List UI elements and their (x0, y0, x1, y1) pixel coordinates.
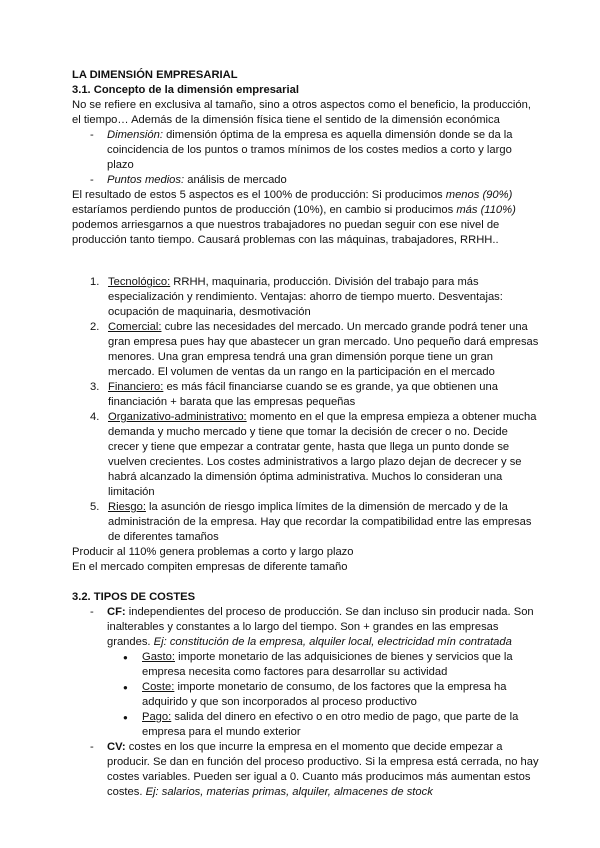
paragraph-text: El resultado de estos 5 aspectos es el 100% de producción: Si producimos (72, 189, 446, 201)
item-number: 2. (90, 321, 100, 333)
dash-term: Puntos medios: (107, 174, 185, 186)
paragraph-italic: más (110%) (456, 204, 516, 216)
dash-term: Dimensión: (107, 129, 163, 141)
item-text: es más fácil financiarse cuando se es grande, ya que obtienen una financiación + barata que las empresas pequeñas (108, 381, 498, 408)
item-text: cubre las necesidades del mercado. Un mercado grande podrá tener una gran empresa pues hay que abastecer un gran mercado. Uno pequeño dará empresas menores. Una gran empresa tendrá una gran dimensión porque tiene un gran mercado. El volumen de ventas da un rango en la participación en el mercado (108, 321, 539, 378)
item-number: 4. (90, 411, 100, 423)
section-heading-3-2: 3.2. TIPOS DE COSTES (72, 591, 196, 603)
bullet-item-coste (107, 680, 540, 710)
item-text: RRHH, maquinaria, producción. División del trabajo para más especialización y rendimiento. Ventajas: ahorro de tiempo muerto. Desventajas: ocupación de maquinaria, desmotivación (108, 276, 503, 318)
numbered-item-organizativo (72, 410, 540, 500)
numbered-item-comercial (72, 320, 540, 380)
note-line-1: Producir al 110% genera problemas a corto y largo plazo (72, 546, 354, 558)
aspects-numbered-list (72, 275, 540, 545)
numbered-item-tecnologico (72, 275, 540, 320)
item-term: Financiero: (108, 381, 164, 393)
cost-types-list (72, 605, 540, 800)
dash-item-cf (72, 605, 540, 740)
bullet-item-pago (107, 710, 540, 740)
cost-example: Ej: constitución de la empresa, alquiler local, electricidad mín contratada (153, 636, 512, 648)
bullet-text: importe monetario de consumo, de los factores que la empresa ha adquirido y que son incorporados al proceso productivo (142, 681, 507, 708)
dash-item-dimension (72, 128, 540, 173)
bullet-term: Coste: (142, 681, 175, 693)
document-title: LA DIMENSIÓN EMPRESARIAL (72, 69, 238, 81)
bullet-text: salida del dinero en efectivo o en otro medio de pago, que parte de la empresa para el mundo exterior (142, 711, 519, 738)
bullet-term: Gasto: (142, 651, 175, 663)
cost-example: Ej: salarios, materias primas, alquiler, almacenes de stock (145, 786, 433, 798)
bullet-text: importe monetario de las adquisiciones de bienes y servicios que la empresa necesita como factores para desarrollar su actividad (142, 651, 513, 678)
dash-item-cv (72, 740, 540, 800)
item-term: Riesgo: (108, 501, 146, 513)
cost-text: independientes del proceso de producción. Se dan incluso sin producir nada. Son inalterables y constantes a lo largo del tiempo. Son + grandes en las empresas grandes. (107, 606, 534, 648)
item-number: 1. (90, 276, 100, 288)
dash-item-puntos-medios (72, 173, 540, 188)
bullet-term: Pago: (142, 711, 172, 723)
item-term: Organizativo-administrativo: (108, 411, 247, 423)
cf-bullet-list (107, 650, 540, 740)
item-term: Comercial: (108, 321, 162, 333)
numbered-item-riesgo (72, 500, 540, 545)
cost-term: CV: (107, 741, 126, 753)
numbered-item-financiero (72, 380, 540, 410)
dash-text: análisis de mercado (184, 174, 287, 186)
note-line-2: En el mercado compiten empresas de diferente tamaño (72, 561, 348, 573)
paragraph-text: estaríamos perdiendo puntos de producción (10%), en cambio si producimos (72, 204, 457, 216)
item-text: momento en el que la empresa empieza a obtener mucha demanda y mucho mercado y tiene que tomar la decisión de crecer o no. Decide crecer y tiene que empezar a contratar gente, hasta que llega un punto donde se vuelven crecientes. Los costes administrativos a largo plazo dejan de decrecer y se habrá alcanzado la dimensión óptima administrativa. Muchos lo consideran una limitación (108, 411, 537, 498)
production-paragraph (72, 188, 540, 248)
bullet-item-gasto (107, 650, 540, 680)
dash-text: dimensión óptima de la empresa es aquella dimensión donde se da la coincidencia de los puntos o tramos mínimos de los costes medios a corto y largo plazo (107, 129, 513, 171)
item-text: la asunción de riesgo implica límites de la dimensión de mercado y de la administración de la empresa. Hay que recordar la compatibilidad entre las empresas de diferentes tamaños (108, 501, 532, 543)
concept-dash-list (72, 128, 540, 188)
cost-text: costes en los que incurre la empresa en el momento que decide empezar a producir. Se dan en función del proceso productivo. Si la empresa está cerrada, no hay costes variables. Pueden ser igual a 0. Cuanto más producimos más aumentan estos costes. (107, 741, 539, 798)
item-term: Tecnológico: (108, 276, 171, 288)
item-number: 5. (90, 501, 100, 513)
paragraph-text: podemos arriesgarnos a que nuestros trabajadores no puedan seguir con ese nivel de producción tanto tiempo. Causará problemas con las máquinas, trabajadores, RRHH.. (72, 219, 500, 246)
intro-paragraph: No se refiere en exclusiva al tamaño, sino a otros aspectos como el beneficio, la producción, el tiempo… Además de la dimensión física tiene el sentido de la dimensión económica (72, 99, 531, 126)
section-heading-3-1: 3.1. Concepto de la dimensión empresarial (72, 84, 299, 96)
paragraph-italic: menos (90%) (445, 189, 513, 201)
item-number: 3. (90, 381, 100, 393)
cost-term: CF: (107, 606, 126, 618)
